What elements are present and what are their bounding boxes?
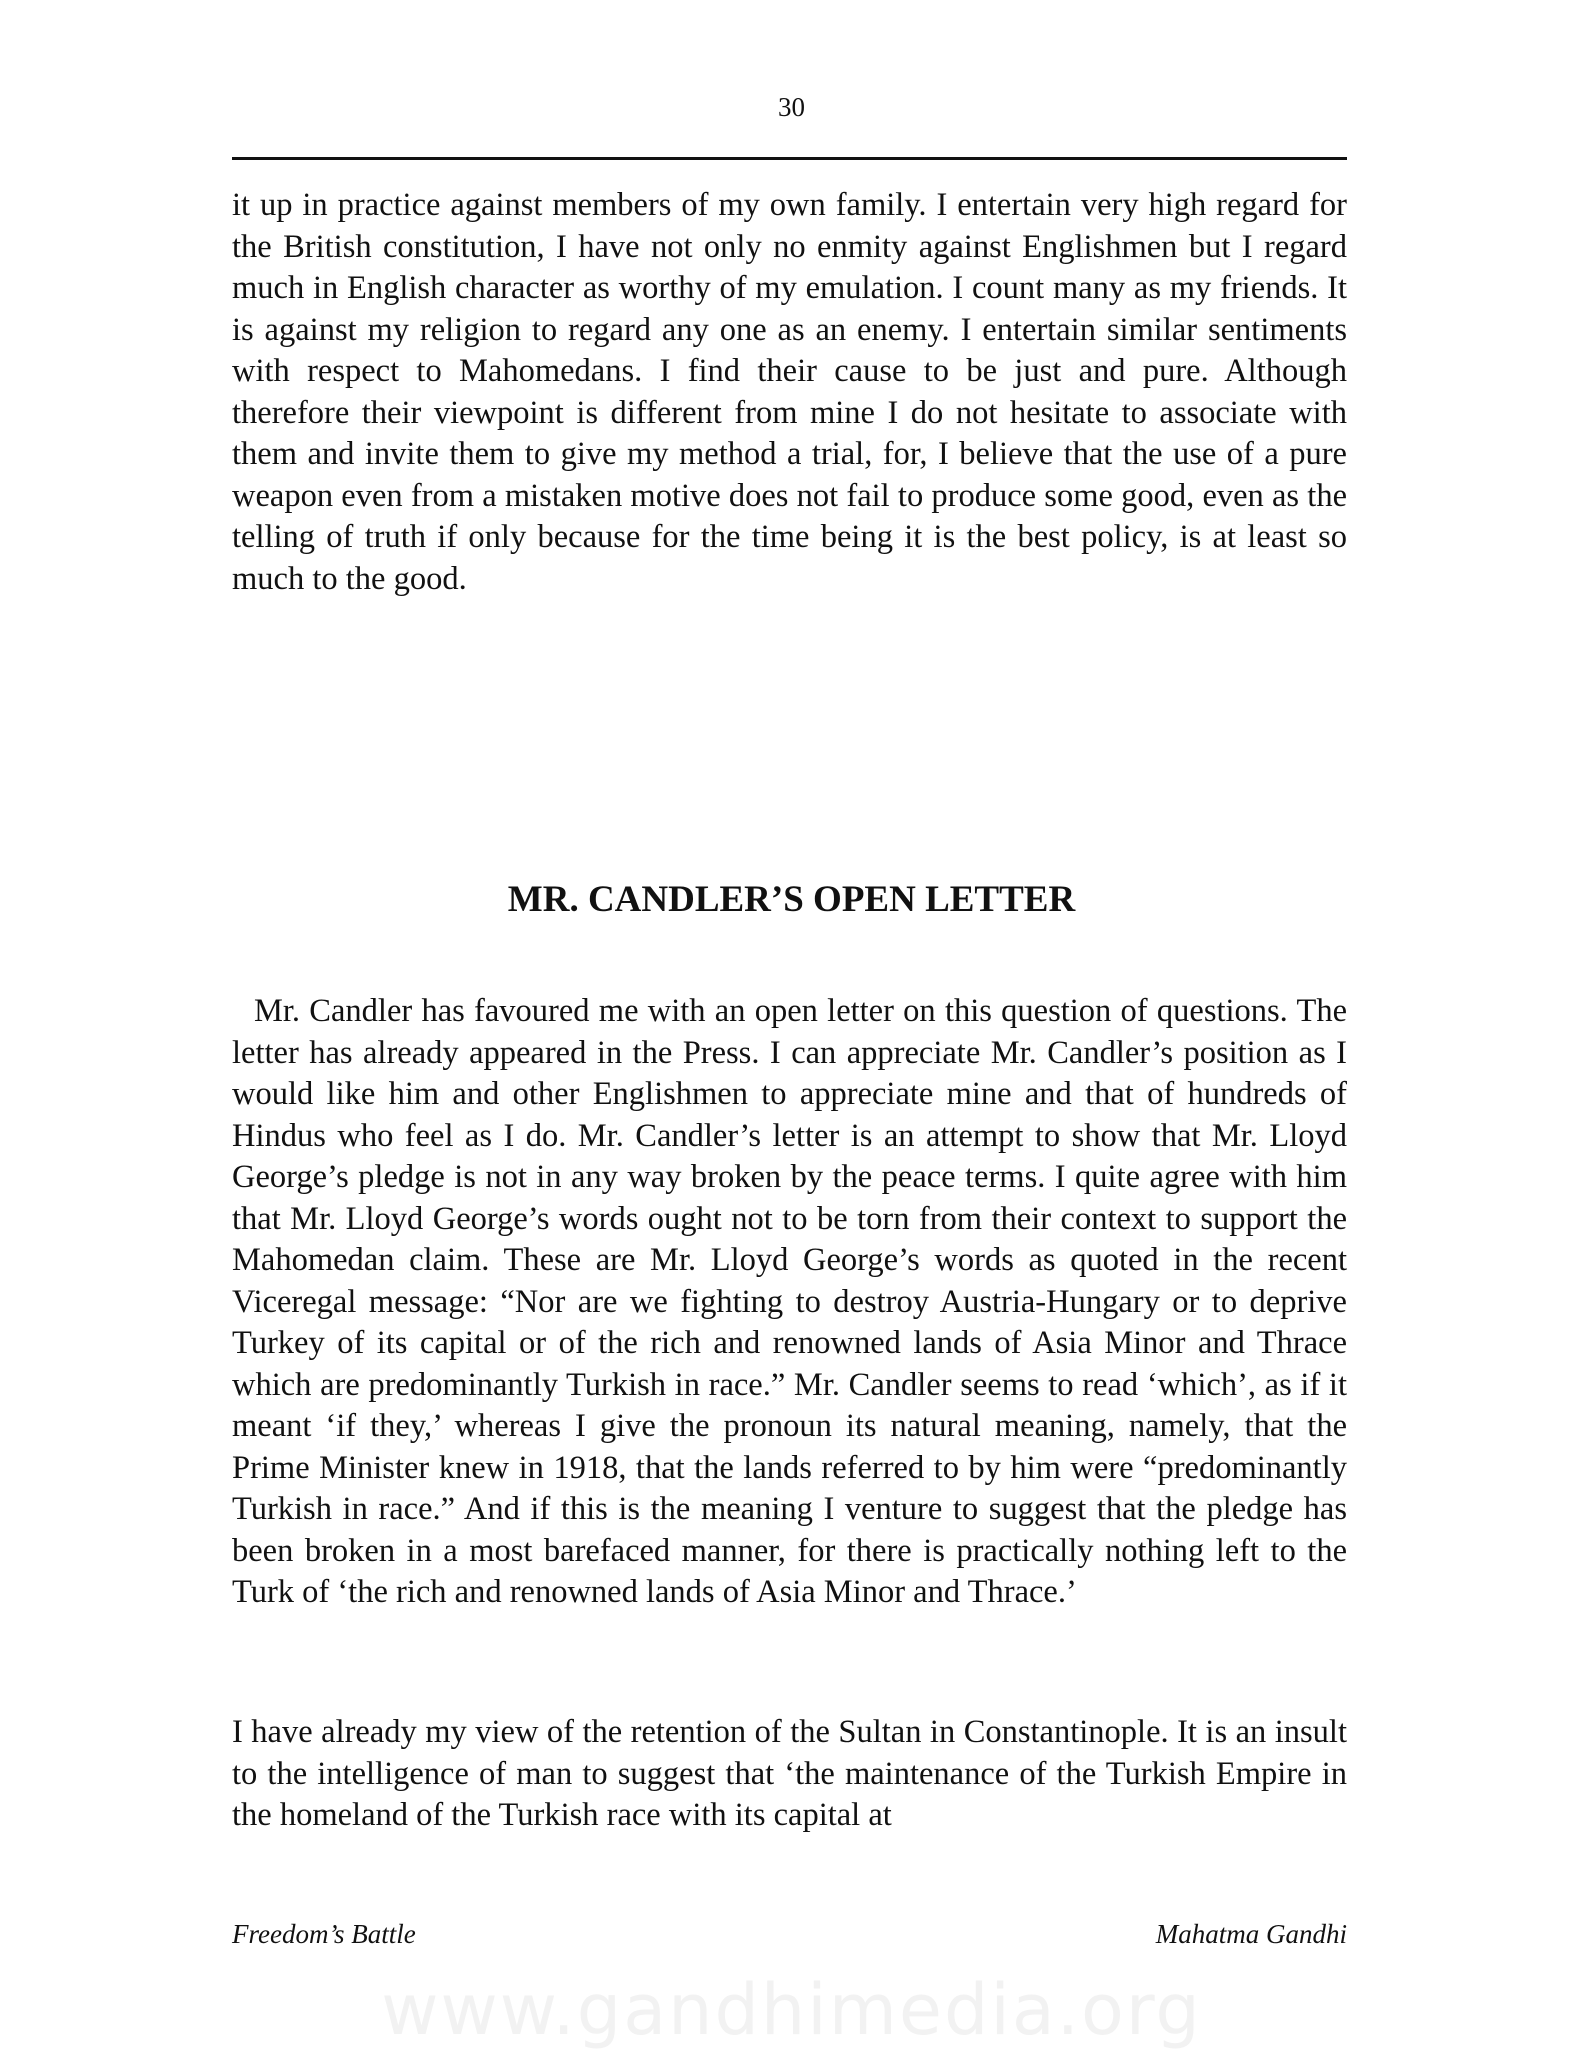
body-paragraph-1: it up in practice against members of my own family. I entertain very high regard for the British constitution, I have not only no enmity against Englishmen but I regard much in English character as worthy of my emulation. I count many as my friends. It is against my religion to regard any one as an enemy. I entertain similar sentiments with respect to Mahomedans. I find their cause to be just and pure. Although therefore their viewpoint is different from mine I do not hesitate to associate with them and invite them to give my method a trial, for, I believe that the use of a pure weapon even from a mistaken motive does not fail to produce some good, even as the telling of truth if only because for the time being it is the best policy, is at least so much to the good. bbox=[232, 187, 1347, 597]
section-title: MR. CANDLER’S OPEN LETTER bbox=[507, 879, 1076, 920]
watermark: www.gandhimedia.org bbox=[381, 1969, 1202, 2051]
footer-book-title: Freedom’s Battle bbox=[232, 1919, 416, 1949]
footer-author: Mahatma Gandhi bbox=[1155, 1919, 1347, 1949]
header-rule bbox=[232, 157, 1347, 160]
body-paragraph-3: I have already my view of the retention of the Sultan in Constantinople. It is an insult to the intelligence of man to suggest that ‘the maintenance of the Turkish Empire in the homeland of the Turkish race with its capital at bbox=[232, 1714, 1347, 1833]
page-number: 30 bbox=[778, 92, 805, 122]
body-paragraph-2: Mr. Candler has favoured me with an open letter on this question of questions. The letter has already appeared in the Press. I can appreciate Mr. Candler’s position as I would like him and other Englishmen to appreciate mine and that of hundreds of Hindus who feel as I do. Mr. Candler’s letter is an attempt to show that Mr. Lloyd George’s pledge is not in any way broken by the peace terms. I quite agree with him that Mr. Lloyd George’s words ought not to be torn from their context to support the Mahomedan claim. These are Mr. Lloyd George’s words as quoted in the recent Viceregal message: “Nor are we fighting to destroy Austria-Hungary or to deprive Turkey of its capital or of the rich and renowned lands of Asia Minor and Thrace which are predominantly Turkish in race.” Mr. Candler seems to read ‘which’, as if it meant ‘if they,’ whereas I give the pronoun its natural meaning, namely, that the Prime Minister knew in 1918, that the lands referred to by him were “predominantly Turkish in race.” And if this is the meaning I venture to suggest that the pledge has been broken in a most barefaced manner, for there is practically nothing left to the Turk of ‘the rich and renowned lands of Asia Minor and Thrace.’ bbox=[232, 993, 1347, 1610]
